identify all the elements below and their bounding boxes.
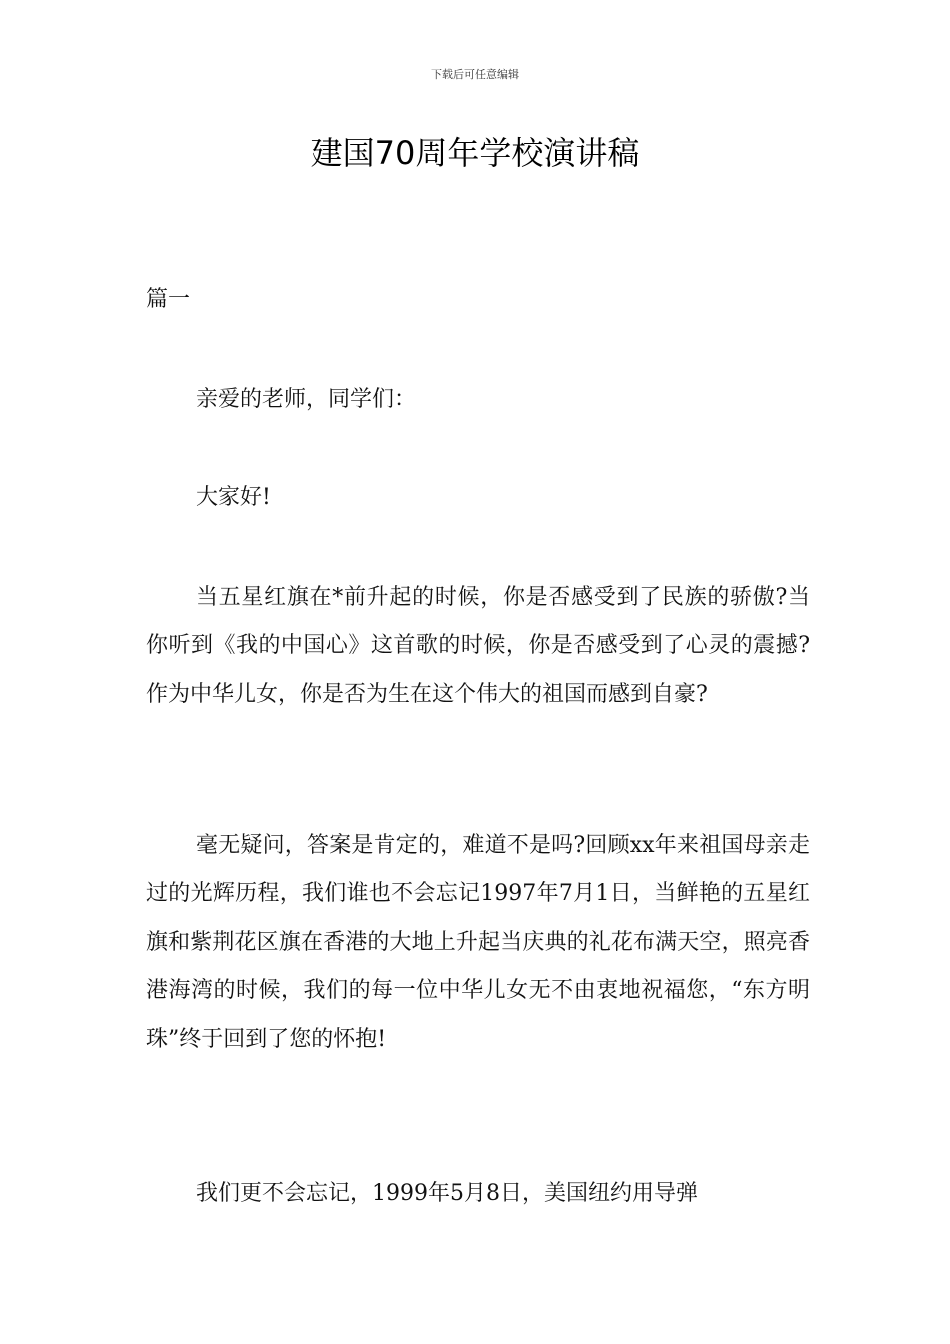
paragraph-body: 当五星红旗在*前升起的时候，你是否感受到了民族的骄傲?当你听到《我的中国心》这首歌的时候，你是否感受到了心灵的震撼?作为中华儿女，你是否为生在这个伟大的祖国而感到自豪? xyxy=(146,585,810,707)
document-title: 建国70周年学校演讲稿 xyxy=(310,134,640,172)
paragraph-body: 我们更不会忘记，1999年5月8日，美国纽约用导弹 xyxy=(196,1181,698,1206)
header-note: 下载后可任意编辑 xyxy=(431,68,519,81)
paragraph-hello: 大家好! xyxy=(196,485,271,510)
section-label: 篇一 xyxy=(146,287,191,312)
paragraph-body: 毫无疑问，答案是肯定的，难道不是吗?回顾xx年来祖国母亲走过的光辉历程，我们谁也不会忘记1997年7月1日，当鲜艳的五星红旗和紫荆花区旗在香港的大地上升起当庆典的礼花布满天空，照亮香港海湾的时候，我们的每一位中华儿女无不由衷地祝福您，“东方明珠”终于回到了您的怀抱! xyxy=(146,833,810,1052)
paragraph-greeting: 亲爱的老师，同学们： xyxy=(196,387,417,412)
